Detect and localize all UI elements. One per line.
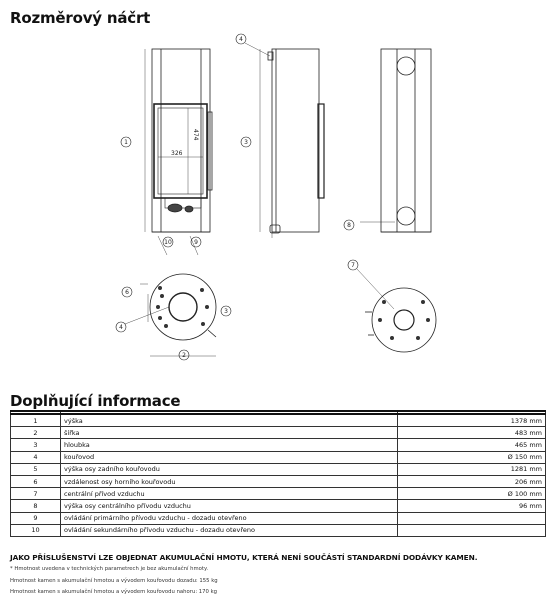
table-row [11, 500, 546, 512]
cell-value: 96 mm [398, 500, 546, 512]
table-row [11, 524, 546, 536]
cell-n: 9 [11, 512, 61, 524]
label-3: 3 [244, 139, 248, 146]
cell-desc: centrální přívod vzduchu [61, 488, 398, 500]
cell-desc: výška osy zadního kouřovodu [61, 463, 398, 475]
specs-table [10, 410, 546, 537]
table-row [11, 512, 546, 524]
top-view [140, 274, 216, 356]
dimension-drawing [0, 26, 555, 396]
cell-value: Ø 100 mm [398, 488, 546, 500]
back-view [360, 49, 431, 232]
cell-desc: šířka [61, 427, 398, 439]
label-2: 2 [182, 352, 186, 359]
cell-n: 8 [11, 500, 61, 512]
table-row [11, 439, 546, 451]
cell-value: 206 mm [398, 475, 546, 487]
cell-desc: kouřovod [61, 451, 398, 463]
cell-n: 3 [11, 439, 61, 451]
cell-n: 6 [11, 475, 61, 487]
cell-value: 483 mm [398, 427, 546, 439]
cell-n: 5 [11, 463, 61, 475]
cell-value [398, 512, 546, 524]
table-row [11, 427, 546, 439]
dim-height: 474 [192, 129, 199, 141]
info-title: Doplňující informace [10, 392, 181, 410]
cell-value [398, 524, 546, 536]
label-3b: 3 [224, 308, 228, 315]
table-row [11, 463, 546, 475]
cell-n: 2 [11, 427, 61, 439]
cell-desc: ovládání sekundárního přívodu vzduchu - dozadu otevřeno [61, 524, 398, 536]
label-4b: 4 [119, 324, 123, 331]
label-8: 8 [347, 222, 351, 229]
bottom-view [365, 288, 436, 352]
cell-n: 10 [11, 524, 61, 536]
section-title: Rozměrový náčrt [10, 9, 151, 27]
table-row [11, 451, 546, 463]
cell-value: 1281 mm [398, 463, 546, 475]
accessory-note: JAKO PŘÍSLUŠENSTVÍ LZE OBJEDNAT AKUMULAČNÍ HMOTU, KTERÁ NENÍ SOUČÁSTÍ STANDARDNÍ DODÁVKY KAMEN. [10, 553, 478, 562]
cell-value: 1378 mm [398, 414, 546, 427]
cell-n: 1 [11, 414, 61, 427]
footnote: Hmotnost kamen s akumulační hmotou a vývodem kouřovodu nahoru: 170 kg [10, 589, 218, 595]
cell-value: Ø 150 mm [398, 451, 546, 463]
cell-desc: výška osy centrálního přívodu vzduchu [61, 500, 398, 512]
cell-desc: výška [61, 414, 398, 427]
label-9: 9 [194, 239, 198, 246]
label-4: 4 [239, 36, 243, 43]
table-row [11, 414, 546, 427]
table-row [11, 488, 546, 500]
dim-width: 326 [171, 150, 183, 157]
cell-desc: ovládání primárního přívodu vzduchu - dozadu otevřeno [61, 512, 398, 524]
label-10: 10 [164, 239, 172, 246]
cell-n: 7 [11, 488, 61, 500]
label-7: 7 [351, 262, 355, 269]
cell-desc: vzdálenost osy horního kouřovodu [61, 475, 398, 487]
footnote: Hmotnost kamen s akumulační hmotou a vývodem kouřovodu dozadu: 155 kg [10, 578, 218, 584]
footnote: * Hmotnost uvedena v technických parametrech je bez akumulační hmoty. [10, 566, 209, 572]
cell-value: 465 mm [398, 439, 546, 451]
cell-n: 4 [11, 451, 61, 463]
label-6: 6 [125, 289, 129, 296]
side-view [260, 49, 324, 238]
cell-desc: hloubka [61, 439, 398, 451]
table-row [11, 475, 546, 487]
label-1: 1 [124, 139, 128, 146]
